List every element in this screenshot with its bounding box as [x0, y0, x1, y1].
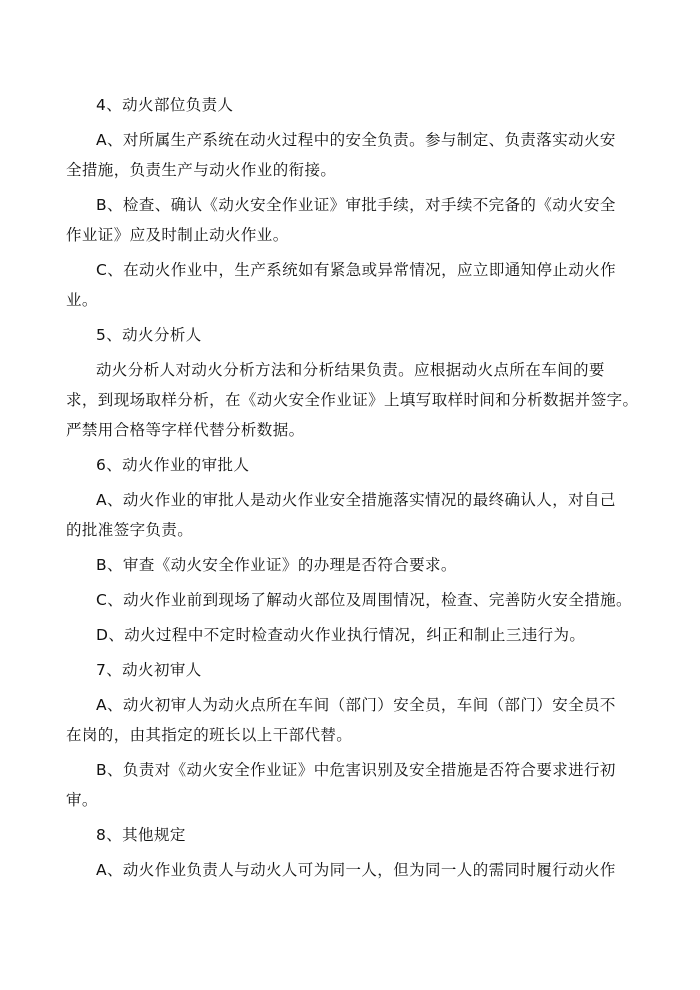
paragraph-line: C、动火作业前到现场了解动火部位及周围情况，检查、完善防火安全措施。 — [96, 591, 632, 609]
paragraph-line: C、在动火作业中，生产系统如有紧急或异常情况，应立即通知停止动火作 — [96, 261, 617, 279]
section-heading-4: 4、动火部位负责人 — [96, 96, 234, 114]
section-heading-5: 5、动火分析人 — [96, 326, 202, 344]
paragraph-4a — [66, 125, 640, 185]
paragraph-6a — [66, 485, 640, 545]
paragraph-line: 作业证》应及时制止动火作业。 — [66, 226, 289, 244]
document-body — [66, 90, 640, 890]
paragraph-line: A、动火初审人为动火点所在车间（部门）安全员，车间（部门）安全员不 — [96, 696, 616, 714]
paragraph-line: A、对所属生产系统在动火过程中的安全负责。参与制定、负责落实动火安 — [96, 131, 616, 149]
paragraph-6b — [96, 550, 640, 580]
paragraph-line: 严禁用合格等字样代替分析数据。 — [66, 421, 305, 439]
paragraph-line: 求，到现场取样分析，在《动火安全作业证》上填写取样时间和分析数据并签字。 — [66, 391, 639, 409]
paragraph-4b — [66, 190, 640, 250]
paragraph-line: 业。 — [66, 291, 98, 309]
paragraph-line: 在岗的，由其指定的班长以上干部代替。 — [66, 726, 353, 744]
paragraph-line: A、动火作业的审批人是动火作业安全措施落实情况的最终确认人，对自己 — [96, 491, 616, 509]
paragraph-line: B、检查、确认《动火安全作业证》审批手续，对手续不完备的《动火安全 — [96, 196, 616, 214]
paragraph-4c — [66, 255, 640, 315]
paragraph-line: B、负责对《动火安全作业证》中危害识别及安全措施是否符合要求进行初 — [96, 761, 616, 779]
paragraph-5 — [66, 355, 640, 445]
paragraph-line: B、审查《动火安全作业证》的办理是否符合要求。 — [96, 556, 457, 574]
paragraph-8a — [96, 855, 640, 885]
section-heading-6: 6、动火作业的审批人 — [96, 456, 250, 474]
paragraph-7a — [66, 690, 640, 750]
paragraph-7b — [66, 755, 640, 815]
section-heading-8: 8、其他规定 — [96, 826, 186, 844]
paragraph-line: 审。 — [66, 791, 98, 809]
paragraph-line: 的批准签字负责。 — [66, 521, 194, 539]
paragraph-line: 全措施，负责生产与动火作业的衔接。 — [66, 161, 337, 179]
paragraph-line: 动火分析人对动火分析方法和分析结果负责。应根据动火点所在车间的要 — [96, 361, 605, 379]
paragraph-line: D、动火过程中不定时检查动火作业执行情况，纠正和制止三违行为。 — [96, 626, 586, 644]
paragraph-6c — [96, 585, 640, 615]
section-heading-7: 7、动火初审人 — [96, 661, 202, 679]
paragraph-line: A、动火作业负责人与动火人可为同一人，但为同一人的需同时履行动火作 — [96, 861, 616, 879]
paragraph-6d — [96, 620, 640, 650]
